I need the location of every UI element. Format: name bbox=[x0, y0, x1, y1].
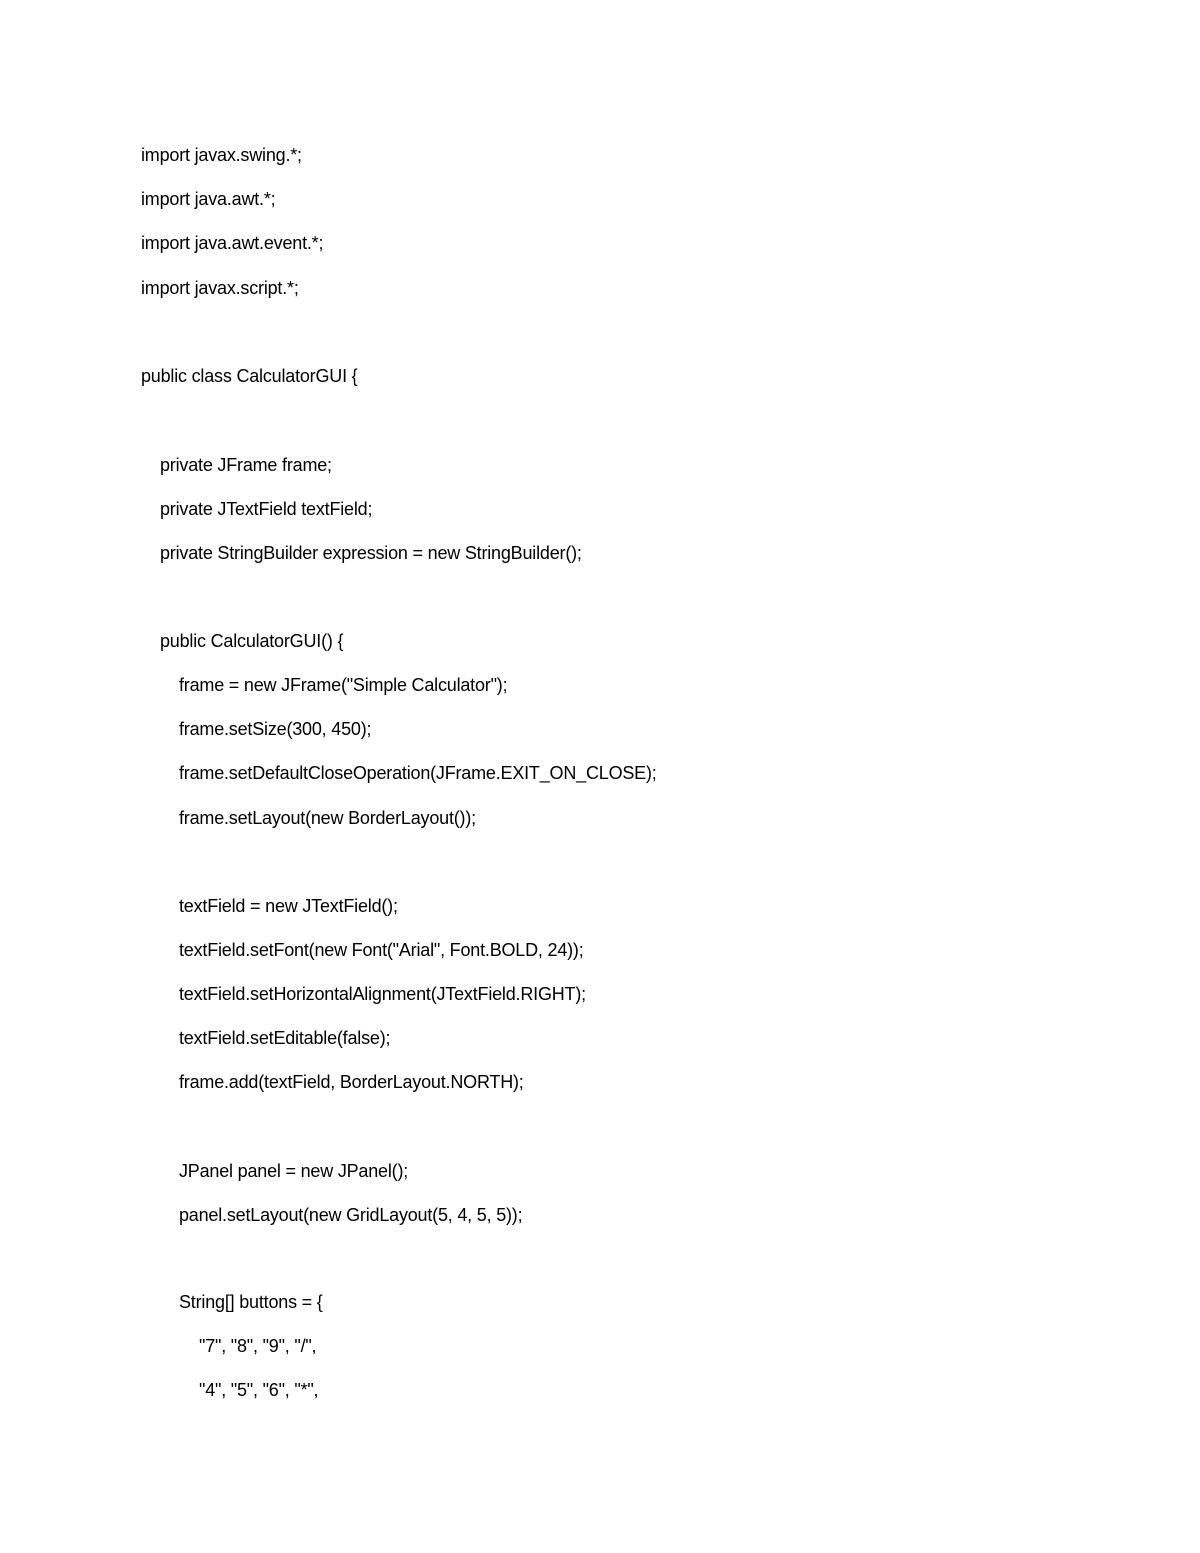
code-line: import javax.swing.*; bbox=[141, 145, 302, 165]
code-line: public CalculatorGUI() { bbox=[160, 631, 344, 651]
code-line: panel.setLayout(new GridLayout(5, 4, 5, 5)); bbox=[179, 1205, 523, 1225]
code-line: private StringBuilder expression = new StringBuilder(); bbox=[160, 543, 582, 563]
code-line: frame.add(textField, BorderLayout.NORTH); bbox=[179, 1072, 524, 1092]
code-line: textField.setFont(new Font("Arial", Font.BOLD, 24)); bbox=[179, 940, 584, 960]
code-line: private JTextField textField; bbox=[160, 499, 373, 519]
code-line: frame.setDefaultCloseOperation(JFrame.EXIT_ON_CLOSE); bbox=[179, 763, 657, 783]
code-line: "7", "8", "9", "/", bbox=[199, 1336, 317, 1356]
code-line: import java.awt.event.*; bbox=[141, 233, 324, 253]
code-line: import javax.script.*; bbox=[141, 278, 299, 298]
code-line: textField.setHorizontalAlignment(JTextField.RIGHT); bbox=[179, 984, 586, 1004]
code-line: "4", "5", "6", "*", bbox=[199, 1380, 319, 1400]
code-line: frame = new JFrame("Simple Calculator"); bbox=[179, 675, 508, 695]
code-line: textField.setEditable(false); bbox=[179, 1028, 391, 1048]
code-line: private JFrame frame; bbox=[160, 455, 332, 475]
code-line: frame.setSize(300, 450); bbox=[179, 719, 372, 739]
code-line: public class CalculatorGUI { bbox=[141, 366, 358, 386]
code-line: JPanel panel = new JPanel(); bbox=[179, 1161, 409, 1181]
code-line: frame.setLayout(new BorderLayout()); bbox=[179, 808, 476, 828]
code-line: String[] buttons = { bbox=[179, 1292, 323, 1312]
code-line: textField = new JTextField(); bbox=[179, 896, 398, 916]
code-line: import java.awt.*; bbox=[141, 189, 276, 209]
